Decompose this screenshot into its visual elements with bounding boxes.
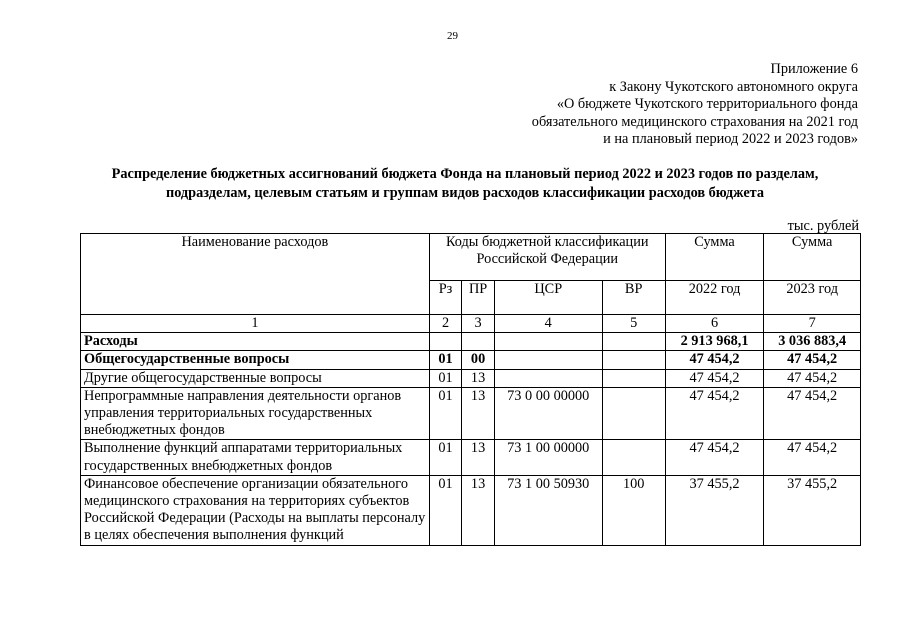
budget-table <box>80 233 861 546</box>
table-row <box>81 351 861 369</box>
header-year-2023: 2023 год <box>764 281 861 315</box>
appendix-line: к Закону Чукотского автономного округа <box>609 78 858 95</box>
col-number: 7 <box>764 315 861 333</box>
row-vr <box>602 333 665 351</box>
header-codes: Коды бюджетной классификации Российской Федерации <box>429 234 665 281</box>
table-row <box>81 333 861 351</box>
row-name: Выполнение функций аппаратами территориальных государственных внебюджетных фондов <box>81 440 430 475</box>
table-row <box>81 369 861 387</box>
column-number-row <box>81 315 861 333</box>
document-title <box>40 165 890 202</box>
row-name: Общегосударственные вопросы <box>81 351 430 369</box>
appendix-line: Приложение 6 <box>770 61 858 77</box>
row-name: Расходы <box>81 333 430 351</box>
header-sum-2023: Сумма <box>764 234 861 281</box>
row-csr: 73 1 00 00000 <box>494 440 602 475</box>
header-row <box>81 234 861 281</box>
header-name: Наименование расходов <box>81 234 430 315</box>
header-csr: ЦСР <box>494 281 602 315</box>
header-pr: ПР <box>462 281 495 315</box>
table-row <box>81 475 861 545</box>
title-line: Распределение бюджетных ассигнований бюджета Фонда на плановый период 2022 и 2023 годов по разделам, <box>111 166 819 182</box>
row-rz: 01 <box>429 475 462 545</box>
appendix-line: и на плановый период 2022 и 2023 годов» <box>603 131 858 148</box>
header-rz: Рз <box>429 281 462 315</box>
row-pr: 13 <box>462 440 495 475</box>
col-number: 4 <box>494 315 602 333</box>
row-csr: 73 1 00 50930 <box>494 475 602 545</box>
row-sum-2023: 47 454,2 <box>764 369 861 387</box>
row-pr: 13 <box>462 369 495 387</box>
row-pr: 00 <box>462 351 495 369</box>
row-pr <box>462 333 495 351</box>
row-csr: 73 0 00 00000 <box>494 387 602 440</box>
row-name: Непрограммные направления деятельности органов управления территориальных государственных внебюджетных фондов <box>81 387 430 440</box>
row-sum-2023: 47 454,2 <box>764 387 861 440</box>
units-label: тыс. рублей <box>787 218 859 234</box>
table-row <box>81 387 861 440</box>
col-number: 5 <box>602 315 665 333</box>
row-sum-2023: 47 454,2 <box>764 351 861 369</box>
row-vr <box>602 369 665 387</box>
row-rz: 01 <box>429 369 462 387</box>
row-csr <box>494 369 602 387</box>
row-csr <box>494 351 602 369</box>
row-sum-2023: 37 455,2 <box>764 475 861 545</box>
row-vr <box>602 440 665 475</box>
header-year-2022: 2022 год <box>665 281 764 315</box>
row-vr <box>602 387 665 440</box>
row-rz: 01 <box>429 440 462 475</box>
row-sum-2022: 47 454,2 <box>665 351 764 369</box>
row-sum-2022: 2 913 968,1 <box>665 333 764 351</box>
appendix-line: обязательного медицинского страхования на 2021 год <box>531 113 858 130</box>
row-csr <box>494 333 602 351</box>
appendix-heading <box>532 61 858 149</box>
row-rz: 01 <box>429 387 462 440</box>
row-vr: 100 <box>602 475 665 545</box>
row-sum-2022: 47 454,2 <box>665 387 764 440</box>
header-sum-2022: Сумма <box>665 234 764 281</box>
row-sum-2023: 3 036 883,4 <box>764 333 861 351</box>
row-vr <box>602 351 665 369</box>
row-sum-2022: 37 455,2 <box>665 475 764 545</box>
row-name: Другие общегосударственные вопросы <box>81 369 430 387</box>
col-number: 3 <box>462 315 495 333</box>
row-name: Финансовое обеспечение организации обязательного медицинского страхования на территориях субъектов Российской Федерации (Расходы на выплаты персоналу в целях обеспечения выполнения функций <box>81 475 430 545</box>
row-rz: 01 <box>429 351 462 369</box>
row-rz <box>429 333 462 351</box>
row-sum-2023: 47 454,2 <box>764 440 861 475</box>
appendix-line: «О бюджете Чукотского территориального фонда <box>556 96 858 113</box>
row-pr: 13 <box>462 387 495 440</box>
table-row <box>81 440 861 475</box>
row-sum-2022: 47 454,2 <box>665 440 764 475</box>
header-vr: ВР <box>602 281 665 315</box>
page-number: 29 <box>447 30 458 42</box>
col-number: 6 <box>665 315 764 333</box>
row-pr: 13 <box>462 475 495 545</box>
col-number: 2 <box>429 315 462 333</box>
col-number: 1 <box>81 315 430 333</box>
row-sum-2022: 47 454,2 <box>665 369 764 387</box>
title-line: подразделам, целевым статьям и группам видов расходов классификации расходов бюджета <box>165 184 765 201</box>
